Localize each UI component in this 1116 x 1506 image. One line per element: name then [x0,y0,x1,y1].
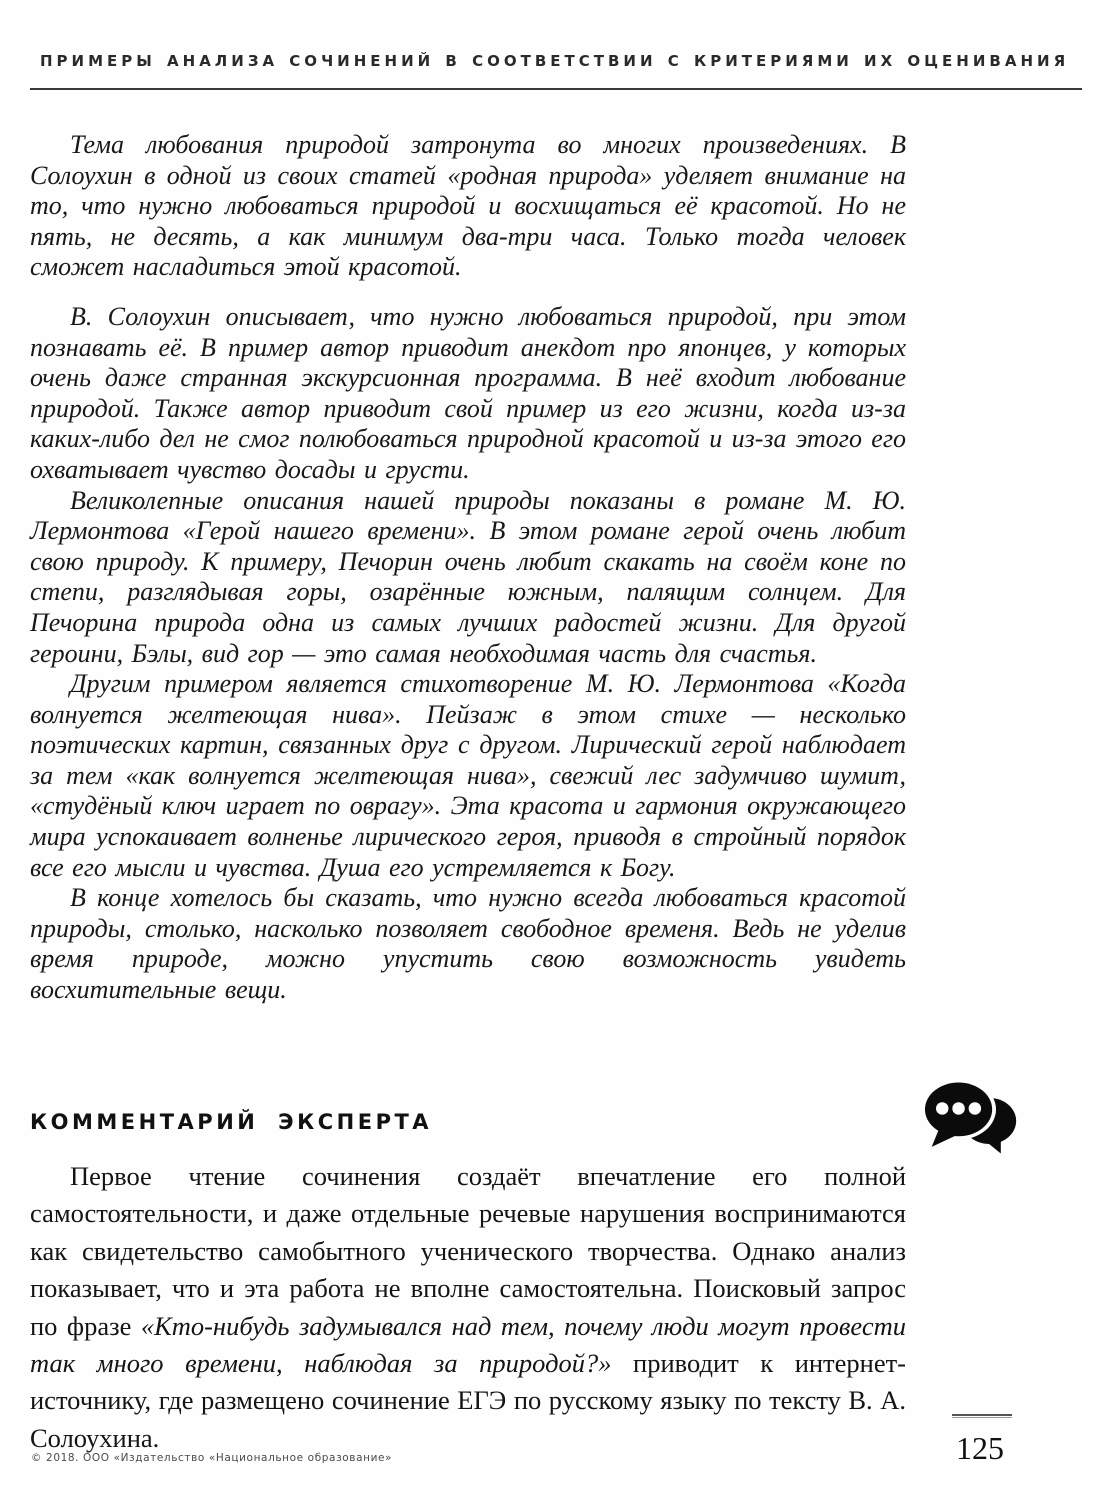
essay-paragraph: Великолепные описания нашей природы показаны в романе М. Ю. Лермонтова «Герой нашего времени». В этом романе герой очень любит свою природу. К примеру, Печорин очень любит скакать на своём коне по степи, разглядывая горы, озарённые южным, палящим солнцем. Для Печорина природа одна из самых лучших радостей жизни. Для другой героини, Бэлы, вид гор — это самая необходимая часть для счастья. [30,485,906,668]
page-number: 125 [956,1430,1004,1466]
essay-paragraph: В конце хотелось бы сказать, что нужно всегда любоваться красотой природы, столько, насколько позволяет свободное временя. Ведь не уделив время природе, можно упустить свою возможность увидеть восхитительные вещи. [30,883,906,1005]
copyright-notice: © 2018. ООО «Издательство «Национальное образование» [31,1452,393,1464]
expert-comment-text [30,1158,906,1457]
expert-comment-heading: КОММЕНТАРИЙ ЭКСПЕРТА [30,1110,433,1134]
comment-quoted-search-phrase: «Кто-нибудь задумывался над тем, почему люди могут провести так много времени, наблюдая за природой?» [30,1310,906,1379]
student-essay [30,130,906,1006]
bubble-dot [952,1102,964,1114]
running-header: ПРИМЕРЫ АНАЛИЗА СОЧИНЕНИЙ В СООТВЕТСТВИИ С КРИТЕРИЯМИ ИХ ОЦЕНИВАНИЯ [40,52,1070,70]
essay-paragraph: Другим примером является стихотворение М. Ю. Лермонтова «Когда волнуется желтеющая нива». Пейзаж в этом стихе — несколько поэтических картин, связанных друг с другом. Лирический герой наблюдает за тем «как волнуется желтеющая нива», свежий лес задумчиво шумит, «студёный ключ играет по оврагу». Эта красота и гармония окружающего мира успокаивает волненье лирического героя, приводя в стройный порядок все его мысли и чувства. Душа его устремляется к Богу. [30,669,906,882]
bubble-dot [969,1102,981,1114]
speech-bubbles-icon [924,1080,1020,1158]
header-rule [30,88,1082,90]
comment-segment-before: Первое чтение сочинения создаёт впечатление его полной самостоятельности, и даже отдельные речевые нарушения воспринимаются как свидетельство самобытного ученического творчества. Однако анализ показывает, что и эта работа не вполне самостоятельна. Поисковый запрос по фразе [30,1161,906,1341]
page-number-rule [952,1414,1012,1418]
essay-paragraph: Тема любования природой затронута во многих произведениях. В Солоухин в одной из своих статей «родная природа» уделяет внимание на то, что нужно любоваться природой и восхищаться её красотой. Но не пять, не десять, а как минимум два-три часа. Только тогда человек сможет насладиться этой красотой. [30,130,906,282]
essay-paragraph: В. Солоухин описывает, что нужно любоваться природой, при этом познавать её. В пример автор приводит анекдот про японцев, у которых очень даже странная экскурсионная программа. В неё входит любование природой. Также автор приводит свой пример из его жизни, когда из-за каких-либо дел не смог полюбоваться природной красотой и из-за этого его охватывает чувство досады и грусти. [30,301,906,484]
bubble-dot [936,1102,948,1114]
comment-segment-after: приводит к интернет-источнику, где размещено сочинение ЕГЭ по русскому языку по тексту В. А. Солоухина. [30,1348,906,1453]
